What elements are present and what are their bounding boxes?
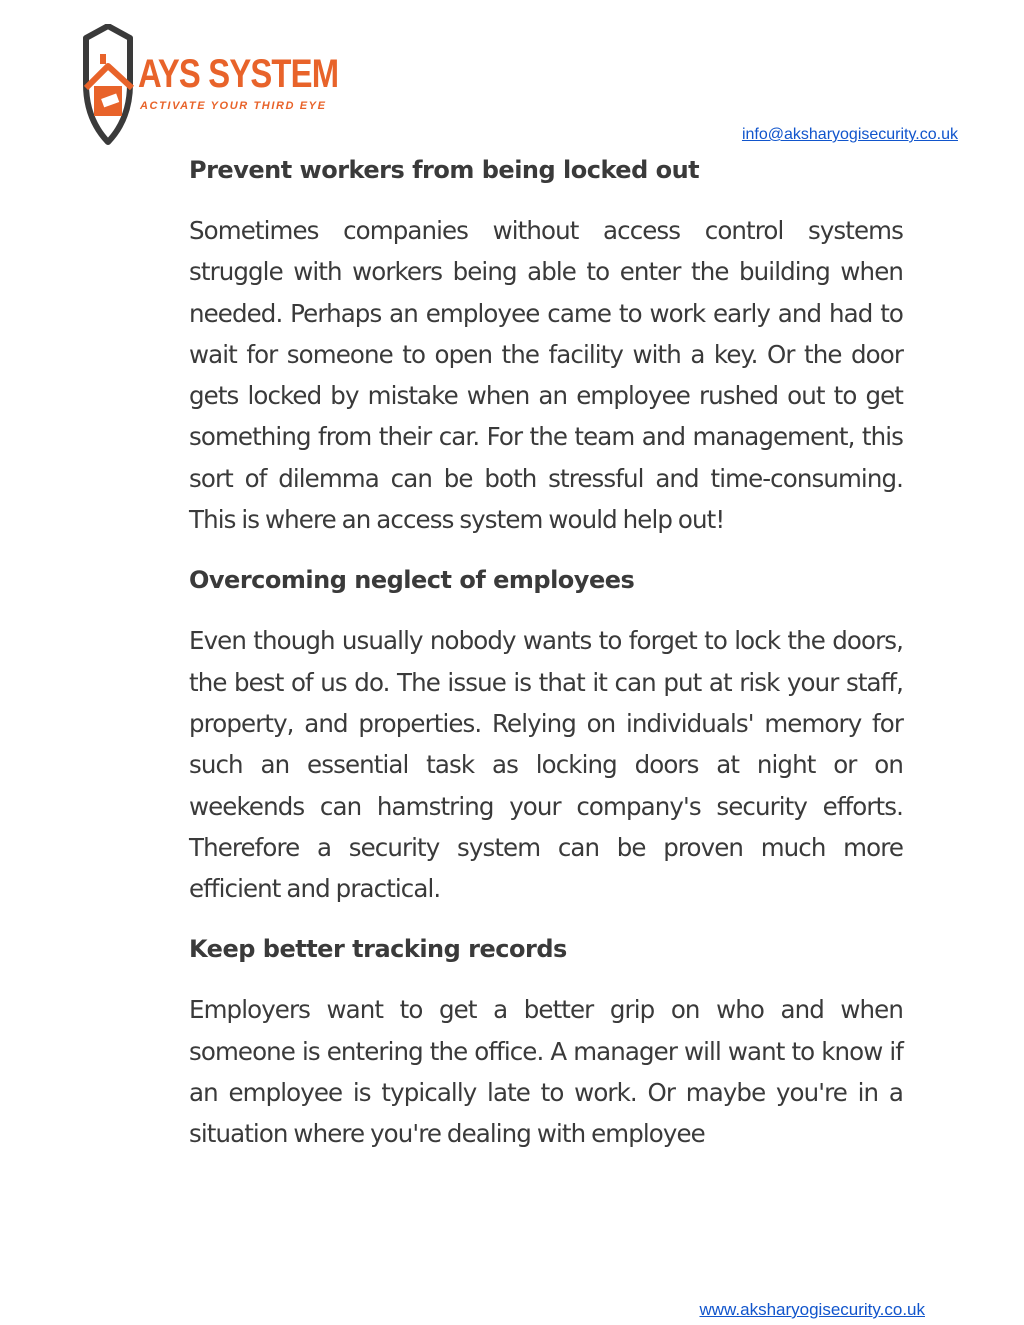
section-paragraph: Even though usually nobody wants to forget to lock the doors, the best of us do. The issue is that it can put at risk your staff, property, and properties. Relying on individuals' memory for such an essential task as locking doors at night or on weekends can hamstring your company's security efforts. Therefore a security system can be proven much more efficient and practical. [189,626,903,904]
section-paragraph: Employers want to get a better grip on who and when someone is entering the office. A manager will want to know if an employee is typically late to work. Or maybe you're in a situation where you're dealing with employee [189,995,903,1149]
footer-website-link[interactable]: www.aksharyogisecurity.co.uk [699,1300,925,1319]
document-body [189,150,903,1155]
brand-tagline: ACTIVATE YOUR THIRD EYE [140,100,327,112]
logo [78,24,339,146]
brand-name: AYS SYSTEM [138,52,339,96]
section-heading: Keep better tracking records [189,935,567,964]
section-heading: Prevent workers from being locked out [189,156,700,184]
header-email-link[interactable]: info@aksharyogisecurity.co.uk [741,126,958,143]
section-paragraph: Sometimes companies without access control systems struggle with workers being able to enter the building when needed. Perhaps an employee came to work early and had to wait for someone to open the facility with a key. Or the door gets locked by mistake when an employee rushed out to get something from their car. For the team and management, this sort of dilemma can be both stressful and time-consuming. This is where an access system would help out! [189,216,903,535]
section-heading: Overcoming neglect of employees [189,566,635,595]
